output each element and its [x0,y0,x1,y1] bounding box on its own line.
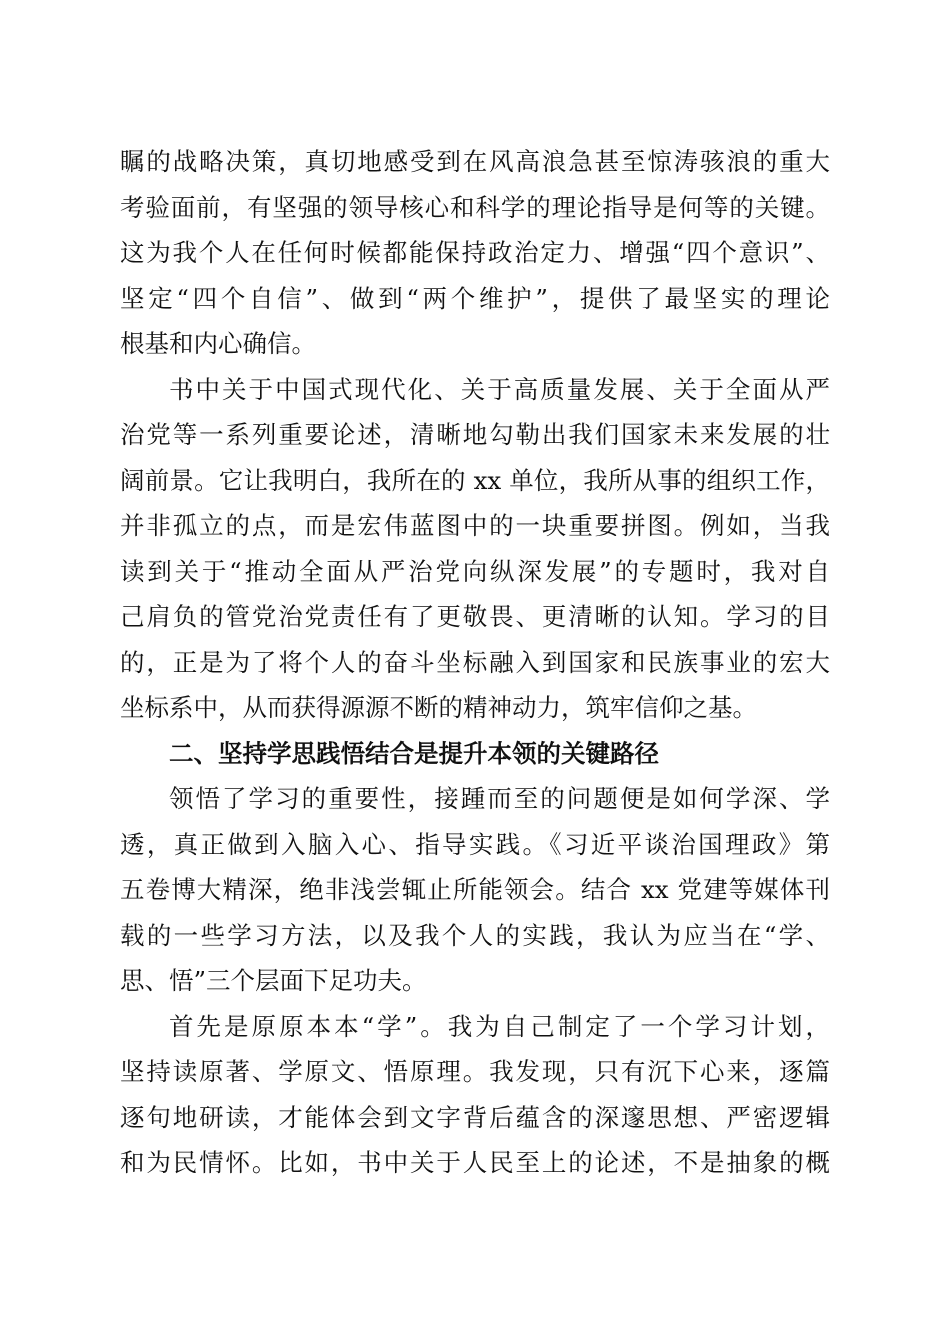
body-text-line: 并非孤立的点，而是宏伟蓝图中的一块重要拼图。例如，当我 [120,511,830,540]
body-text-line: 考验面前，有坚强的领导核心和科学的理论指导是何等的关键。 [120,193,830,222]
body-text-line: 坚持读原著、学原文、悟原理。我发现，只有沉下心来，逐篇 [120,1057,830,1086]
body-text-line: 根基和内心确信。 [120,329,316,358]
body-text-line: 书中关于中国式现代化、关于高质量发展、关于全面从严 [169,375,830,404]
body-text-line: 五卷博大精深，绝非浅尝辄止所能领会。结合 xx 党建等媒体刊 [120,875,830,904]
body-text-line: 的，正是为了将个人的奋斗坐标融入到国家和民族事业的宏大 [120,648,830,677]
body-text-line: 逐句地研读，才能体会到文字背后蕴含的深邃思想、严密逻辑 [120,1103,830,1132]
body-text-line: 载的一些学习方法，以及我个人的实践，我认为应当在“学、 [120,921,830,950]
body-text-line: 坐标系中，从而获得源源不断的精神动力，筑牢信仰之基。 [120,693,757,722]
body-text-line: 瞩的战略决策，真切地感受到在风高浪急甚至惊涛骇浪的重大 [120,147,830,176]
body-text-line: 思、悟”三个层面下足功夫。 [120,966,427,995]
body-text-line: 己肩负的管党治党责任有了更敬畏、更清晰的认知。学习的目 [120,602,830,631]
body-text-line: 坚定“四个自信”、做到“两个维护”，提供了最坚实的理论 [120,284,830,313]
section-heading: 二、坚持学思践悟结合是提升本领的关键路径 [169,739,659,768]
body-text-line: 领悟了学习的重要性，接踵而至的问题便是如何学深、学 [169,784,830,813]
body-text-line: 和为民情怀。比如，书中关于人民至上的论述，不是抽象的概 [120,1148,830,1177]
body-text-line: 治党等一系列重要论述，清晰地勾勒出我们国家未来发展的壮 [120,420,830,449]
body-text-line: 首先是原原本本“学”。我为自己制定了一个学习计划， [169,1012,830,1041]
body-text-line: 透，真正做到入脑入心、指导实践。《习近平谈治国理政》第 [120,830,830,859]
body-text-line: 阔前景。它让我明白，我所在的 xx 单位，我所从事的组织工作， [120,466,830,495]
body-text-line: 这为我个人在任何时候都能保持政治定力、增强“四个意识”、 [120,238,830,267]
body-text-line: 读到关于“推动全面从严治党向纵深发展”的专题时，我对自 [120,557,830,586]
